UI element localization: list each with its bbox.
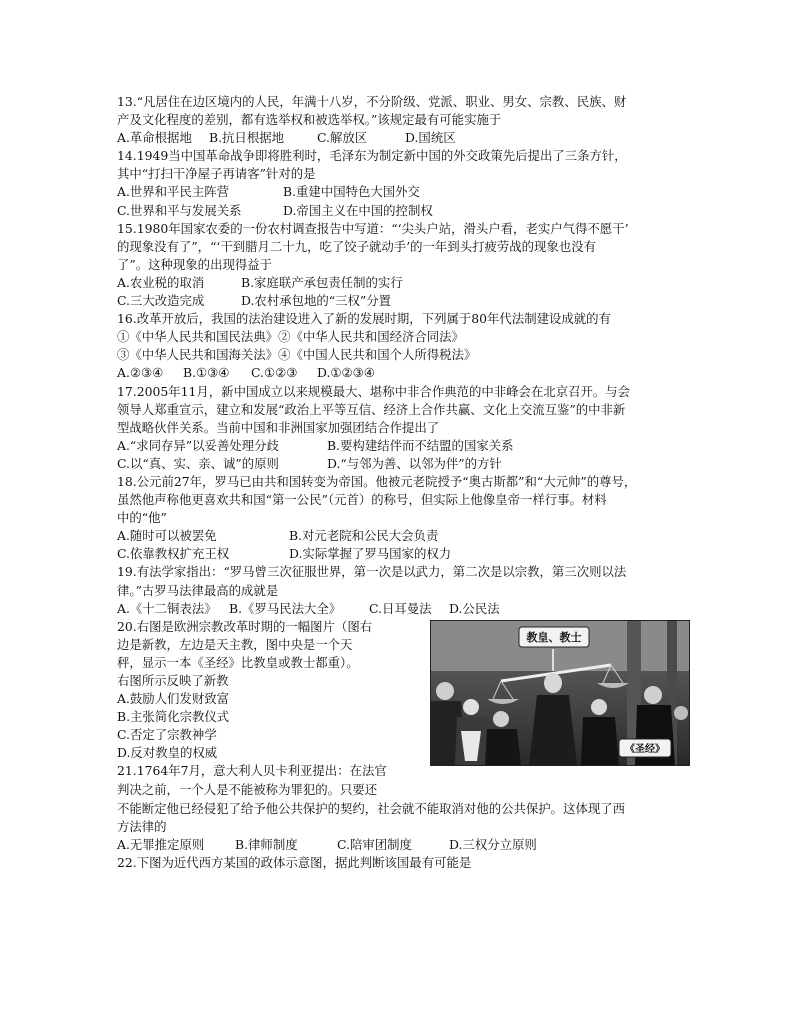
options-row [117, 292, 687, 310]
reformation-illustration [431, 621, 689, 765]
options-row [117, 364, 687, 382]
question-stem: 16.改革开放后，我国的法治建设进入了新的发展时期，下列属于80年代法制建设成就的有 [117, 311, 611, 327]
option-c: C.解放区 [317, 130, 368, 146]
question-14 [117, 147, 687, 219]
options-row [117, 274, 687, 292]
question-stem: 13.“凡居住在边区境内的人民，年满十八岁，不分阶级、党派、职业、男女、宗教、民族、财 [117, 94, 627, 109]
question-stem: 15.1980年国家农委的一份农村调查报告中写道：“‘尖头户站，滑头户看，老实户气得不愿干’ [117, 220, 629, 236]
question-15 [117, 220, 687, 310]
question-17 [117, 383, 687, 473]
question-21-stem: 判决之前，一个人是不能被称为罪犯的。只要还 [117, 781, 378, 797]
option-c: C.①②③ [251, 365, 298, 381]
option-a: A.《十二铜表法》 [117, 600, 217, 616]
option-b: B.家庭联产承包责任制的实行 [241, 274, 403, 290]
option-d: D.公民法 [449, 600, 500, 616]
question-stem: 19.有法学家指出：“罗马曾三次征服世界，第一次是以武力，第二次是以宗教，第三次则以法 [117, 564, 627, 580]
option-c: C.否定了宗教神学 [117, 727, 217, 743]
question-stem: 17.2005年11月，新中国成立以来规模最大、堪称中非合作典范的中非峰会在北京召开。与会 [117, 383, 631, 399]
option-b: B.《罗马民法大全》 [229, 600, 342, 616]
question-stem: 边是新教，左边是天主教，图中央是一个天 [117, 636, 353, 652]
question-stem: 方法律的 [117, 818, 167, 834]
question-stem: 领导人郑重宣示，建立和发展“政治上平等互信、经济上合作共赢、文化上交流互鉴”的中非新 [117, 401, 626, 417]
option-d: D.反对教皇的权威 [117, 745, 218, 761]
question-stem: 22.下图为近代西方某国的政体示意图，据此判断该国最有可能是 [117, 855, 472, 870]
options-row [117, 129, 687, 147]
question-stem: 18.公元前27年，罗马已由共和国转变为帝国。他被元老院授予“奥古斯都”和“大元帅”的尊号， [117, 473, 637, 489]
figure-label-top: 教皇、教士 [526, 630, 582, 644]
option-d: D.帝国主义在中国的控制权 [283, 202, 433, 218]
option-d: D.实际掌握了罗马国家的权力 [289, 546, 452, 562]
question-stem: ③《中华人民共和国海关法》④《中国人民共和国个人所得税法》 [117, 347, 477, 363]
question-20-block [117, 618, 687, 908]
question-stem: ①《中华人民共和国民法典》②《中华人民共和国经济合同法》 [117, 329, 464, 345]
question-stem: 右图所示反映了新教 [117, 673, 229, 688]
option-b: B.主张简化宗教仪式 [117, 709, 230, 725]
question-stem: 不能断定他已经侵犯了给予他公共保护的契约，社会就不能取消对他的公共保护。这体现了西 [117, 800, 626, 816]
option-a: A.无罪推定原则 [117, 836, 205, 852]
option-b: B.重建中国特色大国外交 [283, 184, 420, 200]
question-13 [117, 93, 687, 147]
option-a: A.世界和平民主阵营 [117, 184, 230, 200]
options-row [117, 600, 687, 618]
question-18 [117, 473, 687, 563]
question-19 [117, 563, 687, 617]
options-row [117, 527, 687, 545]
option-d: D.“与邻为善、以邻为伴”的方针 [327, 455, 502, 471]
option-c: C.三大改造完成 [117, 293, 205, 309]
option-a: A.“求同存异”以妥善处理分歧 [117, 437, 279, 453]
option-c: C.世界和平与发展关系 [117, 202, 242, 218]
question-stem: 律。”古罗马法律最高的成就是 [117, 582, 279, 598]
question-16 [117, 310, 687, 382]
option-d: D.①②③④ [317, 365, 375, 381]
option-d: D.农村承包地的“三权”分置 [241, 293, 392, 309]
question-stem: 的现象没有了”，“‘干到腊月二十九，吃了饺子就动手’的一年到头打疲劳战的现象也没有 [117, 238, 596, 254]
option-a: A.随时可以被罢免 [117, 528, 217, 544]
option-c: C.以“真、实、亲、诚”的原则 [117, 455, 279, 471]
option-a: A.鼓励人们发财致富 [117, 691, 230, 707]
options-row [117, 183, 687, 201]
question-stem: 20.右图是欧洲宗教改革时期的一幅图片（图右 [117, 618, 373, 634]
question-stem: 中的“他” [117, 510, 167, 526]
option-c: C.日耳曼法 [369, 600, 432, 616]
options-row [117, 437, 687, 455]
option-b: B.①③④ [183, 365, 230, 381]
question-stem: 产及文化程度的差别，都有选举权和被选举权。”该规定最有可能实施于 [117, 112, 502, 128]
option-d: D.三权分立原则 [449, 836, 537, 852]
option-a: A.农业税的取消 [117, 274, 205, 290]
options-row [117, 202, 687, 220]
option-b: B.抗日根据地 [209, 130, 284, 146]
question-20 [117, 618, 427, 799]
question-stem: 14.1949当中国革命战争即将胜利时，毛泽东为制定新中国的外交政策先后提出了三条方针， [117, 148, 627, 164]
exam-page [117, 93, 687, 872]
question-21-stem: 21.1764年7月，意大利人贝卡利亚提出：在法官 [117, 763, 387, 779]
reformation-picture [430, 620, 690, 766]
question-stem: 型战略伙伴关系。当前中国和非洲国家加强团结合作提出了 [117, 419, 440, 435]
option-b: B.要构建结伴而不结盟的国家关系 [327, 437, 514, 453]
question-stem: 其中“打扫干净屋子再请客”针对的是 [117, 166, 316, 182]
option-b: B.律师制度 [235, 836, 298, 852]
options-row [117, 545, 687, 563]
option-d: D.国统区 [405, 130, 456, 146]
question-stem: 了”。这种现象的出现得益于 [117, 256, 273, 272]
option-a: A.革命根据地 [117, 130, 192, 146]
option-c: C.陪审团制度 [337, 836, 412, 852]
option-b: B.对元老院和公民大会负责 [289, 528, 439, 544]
question-stem: 秤，显示一本《圣经》比教皇或教士都重）。 [117, 654, 359, 670]
option-c: C.依靠教权扩充王权 [117, 546, 230, 562]
question-stem: 虽然他声称他更喜欢共和国“第一公民”（元首）的称号，但实际上他像皇帝一样行事。材料 [117, 492, 607, 508]
option-a: A.②③④ [117, 365, 164, 381]
figure-label-bible: 《圣经》 [625, 743, 665, 755]
options-row [117, 455, 687, 473]
